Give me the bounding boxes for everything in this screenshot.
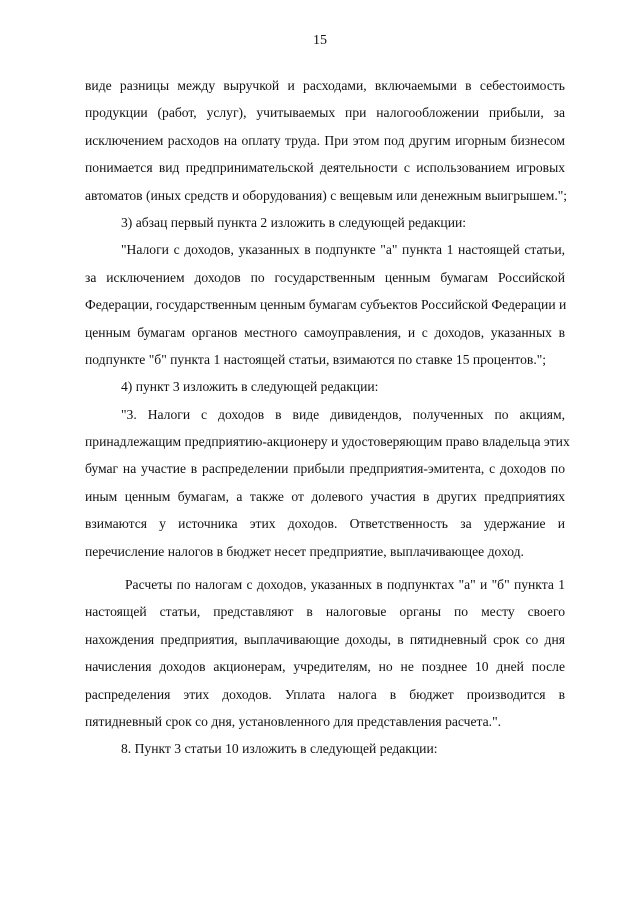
text-line: за исключением доходов по государственным ценным бумагам Российской (85, 269, 565, 285)
text-line: ценным бумагам органов местного самоуправления, и с доходов, указанных в (85, 324, 565, 340)
text-line: "3. Налоги с доходов в виде дивидендов, полученных по акциям, (121, 406, 565, 422)
text-line: Расчеты по налогам с доходов, указанных в подпунктах "а" и "б" пункта 1 (125, 577, 565, 593)
text-line: пятидневный срок со дня, установленного для представления расчета.". (85, 713, 502, 729)
text-line: 4) пункт 3 изложить в следующей редакции: (121, 379, 379, 395)
text-line: Федерации, государственным ценным бумагам субъектов Российской Федерации и (85, 297, 567, 313)
text-line: бумаг на участие в распределении прибыли предприятия-эмитента, с доходов по (85, 461, 565, 477)
text-line: нахождения предприятия, выплачивающие доходы, в пятидневный срок со дня (85, 631, 565, 647)
text-line: исключением расходов на оплату труда. При этом под другим игорным бизнесом (85, 132, 565, 148)
document-body (85, 72, 570, 763)
text-line: взимаются у источника этих доходов. Ответственность за удержание и (85, 516, 565, 532)
text-line: перечисление налогов в бюджет несет предприятие, выплачивающее доход. (85, 543, 524, 559)
text-line: принадлежащим предприятию-акционеру и удостоверяющим право владельца этих (85, 434, 570, 450)
text-line: подпункте "б" пункта 1 настоящей статьи, взимаются по ставке 15 процентов."; (85, 351, 547, 367)
text-line: 8. Пункт 3 статьи 10 изложить в следующей редакции: (121, 741, 438, 757)
text-line: "Налоги с доходов, указанных в подпункте "а" пункта 1 настоящей статьи, (121, 242, 565, 258)
text-line: продукции (работ, услуг), учитываемых при налогообложении прибыли, за (85, 105, 565, 121)
text-line: настоящей статьи, представляют в налоговые органы по месту своего (85, 604, 565, 620)
text-line: виде разницы между выручкой и расходами, включаемыми в себестоимость (85, 78, 565, 93)
text-line: автоматов (иных средств и оборудования) с вещевым или денежным выигрышем."; (85, 187, 568, 203)
page-number: 15 (313, 33, 327, 48)
text-line: начисления доходов акционерам, учредителям, но не позднее 10 дней после (85, 659, 565, 675)
text-line: 3) абзац первый пункта 2 изложить в следующей редакции: (121, 214, 467, 230)
text-line: понимается вид предпринимательской деятельности с использованием игровых (85, 160, 565, 176)
text-line: иным ценным бумагам, а также от долевого участия в других предприятиях (85, 488, 565, 504)
text-line: распределения этих доходов. Уплата налога в бюджет производится в (85, 686, 565, 702)
